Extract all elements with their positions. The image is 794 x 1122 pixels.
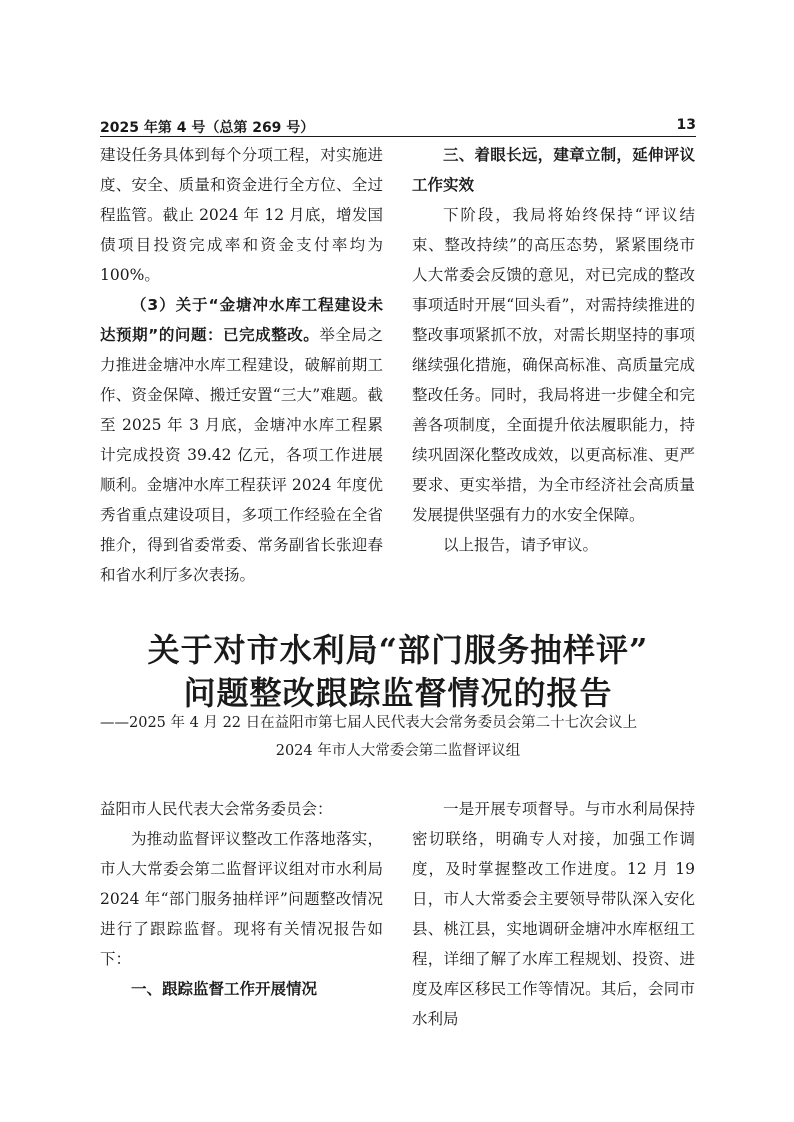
section3-body: 下阶段，我局将始终保持“评议结束、整改持续”的高压态势，紧紧围绕市人大常委会反馈的意见，对已完成的整改事项适时开展“回头看”，对需持续推进的整改事项紧抓不放，对需长期坚持的事项继续强化措施，确保高标准、高质量完成整改任务。同时，我局将进一步健全和完善各项制度，全面提升依法履职能力，持续巩固深化整改成效，以更高标准、更严要求、更实举措，为全市经济社会高质量发展提供坚强有力的水安全保障。 xyxy=(412,206,695,524)
page-number: 13 xyxy=(676,117,696,133)
article-title-line1: 关于对市水利局“部门服务抽样评” xyxy=(147,631,649,669)
right-paragraph: 一是开展专项督导。与市水利局保持密切联络，明确专人对接，加强工作调度，及时掌握整改工作进度。12 月 19 日，市人大常委会主要领导带队深入安化县、桃江县，实地调研金塘冲水库枢纽工程，详细了解了水库工程规划、投资、进度及库区移民工作等情况。其后，会同市水利局 xyxy=(412,800,695,1028)
top-right-column xyxy=(412,140,695,560)
closing-line: 以上报告，请予审议。 xyxy=(443,536,599,554)
intro-paragraph: 为推动监督评议整改工作落地落实，市人大常委会第二监督评议组对市水利局 2024 年“部门服务抽样评”问题整改情况进行了跟踪监督。现将有关情况报告如下： xyxy=(100,830,383,968)
article-subtitle-line1: ——2025 年 4 月 22 日在益阳市第七届人民代表大会常务委员会第二十七次会议上 xyxy=(100,715,638,731)
section3-heading: 三、着眼长远，建章立制，延伸评议工作实效 xyxy=(412,146,695,194)
item3-body: 举全局之力推进金塘冲水库工程建设，破解前期工作、资金保障、搬迁安置“三大”难题。截至 2025 年 3 月底，金塘冲水库工程累计完成投资 39.42 亿元，各项工作进展顺利。金塘冲水库工程获评 2024 年度优秀省重点建设项目，多项工作经验在全省推介，得到省委常委、常务副省长张迎春和省水利厅多次表扬。 xyxy=(100,326,383,584)
bottom-right-column xyxy=(412,794,695,1034)
page-header xyxy=(100,117,696,137)
item3-heading: （3）关于“金塘冲水库工程建设未达预期”的问题：已完成整改。 xyxy=(100,296,383,344)
bottom-left-column xyxy=(100,794,383,1004)
top-left-column xyxy=(100,140,383,590)
continuation-paragraph: 建设任务具体到每个分项工程，对实施进度、安全、质量和资金进行全方位、全过程监管。截止 2024 年 12 月底，增发国债项目投资完成率和资金支付率均为 100%。 xyxy=(100,146,383,284)
item3-paragraph xyxy=(100,290,383,590)
article-subtitle-line2: 2024 年市人大常委会第二监督评议组 xyxy=(275,743,521,759)
header-rule xyxy=(100,136,696,137)
issue-label: 2025 年第 4 号（总第 269 号） xyxy=(100,120,315,136)
salutation: 益阳市人民代表大会常务委员会： xyxy=(100,800,333,818)
article-title-line2: 问题整改跟踪监督情况的报告 xyxy=(183,674,613,712)
section1-heading: 一、跟踪监督工作开展情况 xyxy=(131,980,318,998)
